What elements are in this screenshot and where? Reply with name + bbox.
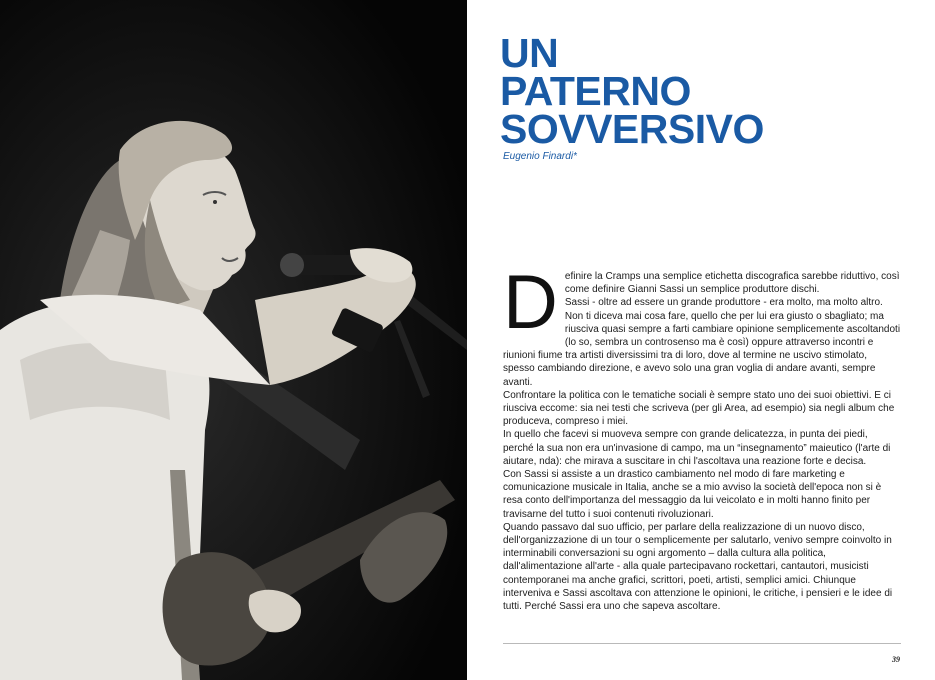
- paragraph: Sassi - oltre ad essere un grande produttore - era molto, ma molto altro.: [564, 297, 883, 309]
- singer-photo-illustration: [0, 0, 467, 680]
- footer-divider: [503, 643, 901, 644]
- title-line-2: PATERNO: [500, 68, 691, 114]
- paragraph: Quando passavo dal suo ufficio, per parlare della realizzazione di un nuovo disco, dell'organizzazione di un tour o semplicemente per salutarlo, venivo sempre coinvolto in interminabili conversazioni su ogni argomento – dalla cultura alla politica, dall'alimentazione all'arte - alla quale partecipavano rockettari, cantautori, musicisti contemporanei ma anche grafici, scrittori, poeti, artisti, semplici amici. Chiunque interveniva e Sassi ascoltava con attenzione le opinioni, le critiche, i pensieri e le idee di tutti. Perché Sassi era uno che sapeva ascoltare.: [503, 521, 893, 613]
- author-byline: Eugenio Finardi*: [503, 151, 577, 162]
- paragraph: Confrontare la politica con le tematiche sociali è sempre stato uno dei suoi obiettivi. E ci riusciva eccome: sia nei testi che scriveva (per gli Area, ad esempio) sia negli album che produceva, compreso i miei.: [503, 389, 895, 428]
- paragraph: In quello che facevi si muoveva sempre con grande delicatezza, in punta dei piedi, perché la sua non era un'invasione di campo, ma un “insegnamento” maieutico (l'arte di aiutare, nda): che mirava a suscitare in chi l'ascoltava una reazione forte e decisa.: [503, 429, 891, 467]
- paragraph: efinire la Cramps una semplice etichetta discografica sarebbe riduttivo, così come definire Gianni Sassi un semplice produttore dischi.: [564, 271, 900, 296]
- title-line-1: UN: [500, 30, 559, 76]
- drop-cap: D: [503, 260, 558, 345]
- paragraph: Con Sassi si assiste a un drastico cambiamento nel modo di fare marketing e comunicazione musicale in Italia, anche se a mio avviso la società dell'epoca non si è resa conto dell'importanza del messaggio da lui veicolato e in molti hanno finito per travisarne del tutto i suoi contenuti rivoluzionari.: [503, 469, 882, 520]
- singer-photo: [0, 0, 467, 680]
- article-title: [500, 30, 764, 152]
- title-line-3: SOVVERSIVO: [500, 106, 764, 152]
- page-number: 39: [892, 655, 900, 664]
- paragraph: Non ti diceva mai cosa fare, quello che per lui era giusto o sbagliato; ma riusciva quasi sempre a farti cambiare opinione semplicemente ascoltandoti (lo so, sembra un controsenso ma è così) oppure attraverso incontri e riunioni fiume tra artisti diversissimi tra di loro, dove al termine ne uscivo stimolato, spesso cambiando direzione, e avevo solo una gran voglia di andare avanti, sempre avanti.: [503, 310, 901, 388]
- article-body: [503, 260, 901, 613]
